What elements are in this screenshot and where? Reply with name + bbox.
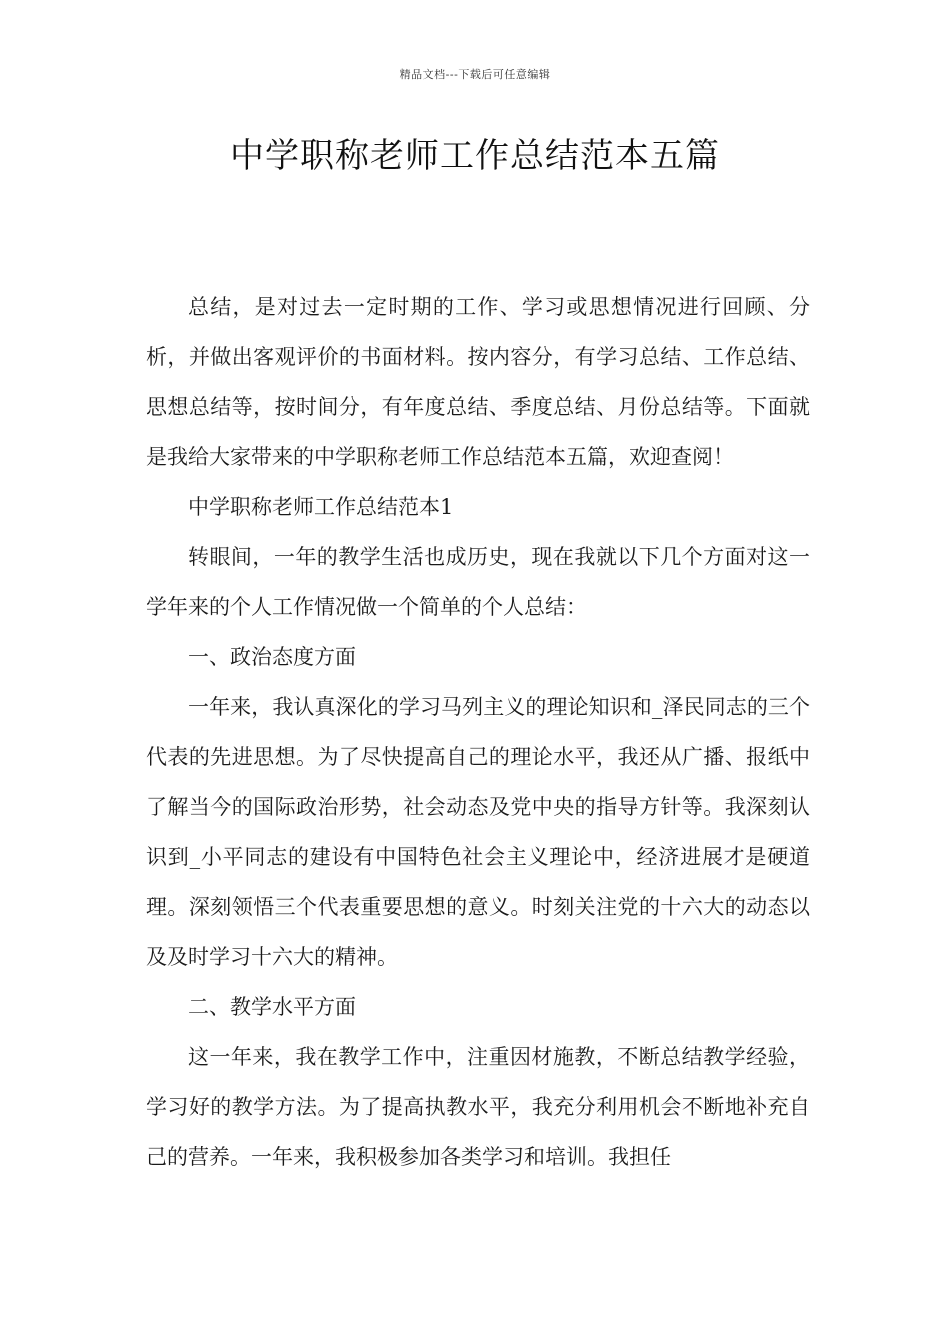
section-heading-political: 一、政治态度方面 (188, 645, 356, 669)
paragraph-political: 一年来，我认真深化的学习马列主义的理论知识和_泽民同志的三个代表的先进思想。为了尽快提高自己的理论水平，我还从广播、报纸中了解当今的国际政治形势，社会动态及党中央的指导方针等。我深刻认识到_小平同志的建设有中国特色社会主义理论中，经济进展才是硬道理。深刻领悟三个代表重要思想的意义。时刻关注党的十六大的动态以及及时学习十六大的精神。 (146, 695, 810, 969)
section-heading-teaching: 二、教学水平方面 (188, 995, 356, 1019)
header-note: 精品文档---下载后可任意编辑 (399, 68, 551, 81)
intro-paragraph: 总结，是对过去一定时期的工作、学习或思想情况进行回顾、分析，并做出客观评价的书面材料。按内容分，有学习总结、工作总结、思想总结等，按时间分，有年度总结、季度总结、月份总结等。下面就是我给大家带来的中学职称老师工作总结范本五篇，欢迎查阅！ (146, 295, 810, 469)
document-title: 中学职称老师工作总结范本五篇 (230, 136, 720, 176)
paragraph-teaching: 这一年来，我在教学工作中，注重因材施教，不断总结教学经验，学习好的教学方法。为了提高执教水平，我充分利用机会不断地补充自己的营养。一年来，我积极参加各类学习和培训。我担任 (146, 1045, 810, 1169)
section-heading-sample-1: 中学职称老师工作总结范本1 (188, 495, 454, 519)
paragraph-opening: 转眼间，一年的教学生活也成历史，现在我就以下几个方面对这一学年来的个人工作情况做一个简单的个人总结： (146, 545, 810, 619)
document-body (146, 282, 810, 1182)
